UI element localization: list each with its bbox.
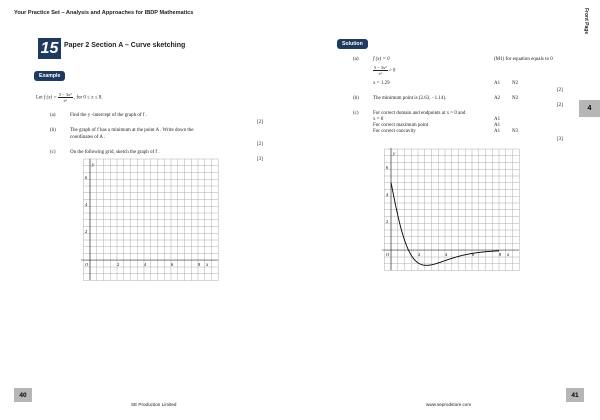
- sol-b-marks: [2]: [557, 103, 563, 108]
- grid-y-tick-2: 2: [85, 229, 88, 234]
- sol-c-mark-a1: A1: [494, 117, 501, 122]
- domain-text: , for 0 ≤ x ≤ 8.: [73, 95, 103, 101]
- grid-x-tick-8: 8: [198, 262, 201, 267]
- part-c-label: (c): [50, 150, 56, 155]
- grid-y-tick-4: 4: [85, 202, 88, 207]
- sol-a-label: (a): [353, 57, 359, 62]
- example-badge: Example: [34, 71, 65, 81]
- graph-x-label: x: [507, 253, 510, 258]
- sol-a-eq-zero: = 0: [388, 68, 396, 74]
- graph-y-tick-4: 4: [386, 192, 389, 197]
- sol-c-line3: For correct maximum point: [373, 123, 429, 128]
- solution-graph: [381, 147, 521, 272]
- sol-b-label: (b): [353, 96, 359, 101]
- grid-x-tick-4: 4: [144, 262, 147, 267]
- solution-badge: Solution: [337, 39, 368, 49]
- f-of-x: f (x) =: [43, 95, 57, 101]
- sol-c-marks: [3]: [557, 137, 563, 142]
- sol-a-mark1: A1: [494, 81, 501, 86]
- part-a-label: (a): [50, 113, 56, 118]
- part-b-text: The graph of f has a minimum at the point A . Write down the: [70, 128, 194, 133]
- running-header: Your Practice Set – Analysis and Approaches for IBDP Mathematics: [14, 10, 194, 16]
- graph-y-tick-6: 6: [386, 165, 389, 170]
- blank-grid: [80, 158, 220, 281]
- graph-x-tick-6: 6: [472, 252, 475, 257]
- graph-origin: O: [386, 252, 390, 257]
- grid-y-label: y: [92, 163, 95, 168]
- website: www.seprodstore.com: [426, 402, 472, 407]
- sol-b-text: The minimum point is (2.63, −1.14).: [373, 96, 447, 101]
- publisher: SE Production Limited: [131, 402, 177, 407]
- sol-c-mark-a2: A1: [494, 123, 501, 128]
- part-a-text: Find the y -intercept of the graph of f .: [70, 113, 147, 118]
- sol-a-line1: f (x) = 0: [373, 57, 390, 62]
- sol-c-label: (c): [353, 111, 359, 116]
- page-number-right: 41: [566, 388, 584, 402]
- sol-c-line4: For correct concavity: [373, 129, 416, 134]
- part-b-text-cont: coordinates of A .: [70, 135, 106, 140]
- sol-a-frac-num: 5 − 3x²: [374, 65, 387, 70]
- front-page-label: Front Page: [583, 8, 589, 35]
- function-fraction: [58, 92, 73, 103]
- grid-x-tick-6: 6: [171, 262, 174, 267]
- fraction-denominator: eˣ: [63, 98, 67, 103]
- function-definition: [36, 92, 103, 103]
- grid-x-tick-2: 2: [117, 262, 120, 267]
- graph-y-tick-2: 2: [386, 219, 389, 224]
- sol-a-marks: [2]: [557, 88, 563, 93]
- part-c-text: On the following grid, sketch the graph of f .: [70, 150, 160, 155]
- page-number-left: 40: [14, 388, 32, 402]
- graph-x-tick-2: 2: [418, 252, 421, 257]
- part-b-marks: [2]: [257, 142, 263, 147]
- problem-number: 15: [38, 38, 61, 59]
- part-b-label: (b): [50, 128, 56, 133]
- part-a-marks: [2]: [257, 120, 263, 125]
- sol-a-mark2: N2: [512, 81, 519, 86]
- graph-y-label: y: [393, 152, 396, 157]
- sol-c-line2: x = 8: [373, 117, 384, 122]
- sol-a-line3: x = 1.29: [373, 81, 390, 86]
- sol-c-mark-a3: A1: [494, 129, 501, 134]
- sol-c-line1: For correct domain and endpoints at x = 0 and: [373, 111, 466, 116]
- sol-a-frac-den: eˣ: [378, 71, 382, 76]
- let-prefix: Let: [36, 95, 43, 101]
- sol-a-fraction-line: [373, 65, 395, 76]
- graph-x-tick-8: 8: [499, 252, 502, 257]
- sol-c-mark-n3: N3: [512, 129, 519, 134]
- part-c-marks: [3]: [257, 157, 263, 162]
- fraction-numerator: 5 − 3x²: [58, 92, 72, 97]
- grid-y-tick-6: 6: [85, 175, 88, 180]
- graph-x-tick-4: 4: [445, 252, 448, 257]
- grid-origin: O: [85, 262, 89, 267]
- sol-a-comment: (M1) for equation equals to 0: [494, 57, 553, 62]
- sol-b-mark2: N2: [512, 96, 519, 101]
- chapter-tab[interactable]: 4: [579, 100, 600, 117]
- sol-b-mark1: A2: [494, 96, 501, 101]
- problem-title: Paper 2 Section A – Curve sketching: [64, 42, 186, 49]
- grid-x-label: x: [206, 263, 209, 268]
